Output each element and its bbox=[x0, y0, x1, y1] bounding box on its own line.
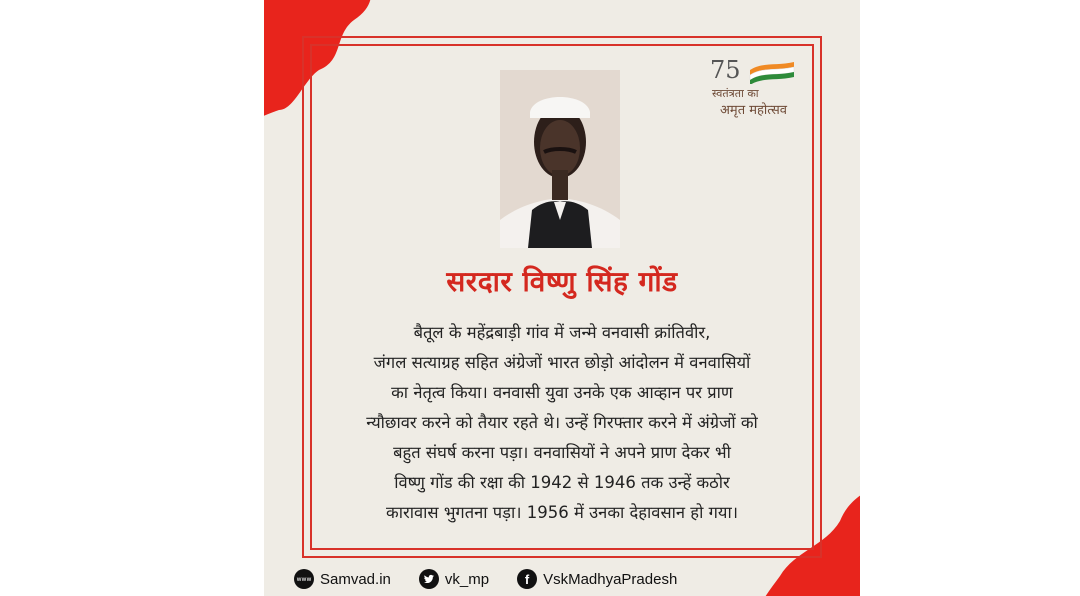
amrit-mahotsav-logo bbox=[706, 56, 806, 124]
bio-line: विष्णु गोंड की रक्षा की 1942 से 1946 तक उन्हें कठोर bbox=[394, 473, 730, 492]
www-icon: www bbox=[294, 569, 314, 589]
person-name-title: सरदार विष्णु सिंह गोंड bbox=[446, 265, 678, 298]
bio-line: का नेतृत्व किया। वनवासी युवा उनके एक आव्हान पर प्राण bbox=[391, 383, 733, 402]
bio-line: बहुत संघर्ष करना पड़ा। वनवासियों ने अपने प्राण देकर भी bbox=[393, 443, 731, 462]
biography-text bbox=[324, 318, 800, 528]
website-link[interactable] bbox=[294, 569, 391, 589]
website-label: Samvad.in bbox=[320, 570, 391, 588]
twitter-link[interactable] bbox=[419, 569, 489, 589]
bio-line: न्यौछावर करने को तैयार रहते थे। उन्हें गिरफ्तार करने में अंग्रेजों को bbox=[366, 413, 758, 432]
logo-number: 75 bbox=[710, 56, 741, 84]
bio-line: कारावास भुगतना पड़ा। 1956 में उनका देहावसान हो गया। bbox=[386, 503, 738, 522]
facebook-icon: f bbox=[517, 569, 537, 589]
social-footer bbox=[294, 568, 814, 590]
azadi-75-emblem bbox=[710, 56, 800, 84]
poster-card bbox=[264, 0, 860, 596]
twitter-handle: vk_mp bbox=[444, 570, 490, 588]
logo-line2: अमृत महोत्सव bbox=[720, 103, 788, 118]
portrait-photo bbox=[500, 70, 620, 248]
twitter-icon bbox=[419, 569, 439, 589]
bio-line: बैतूल के महेंद्रबाड़ी गांव में जन्मे वनवासी क्रांतिवीर, bbox=[413, 323, 711, 342]
logo-line1: स्वतंत्रता का bbox=[712, 87, 759, 100]
bio-line: जंगल सत्याग्रह सहित अंग्रेजों भारत छोड़ो आंदोलन में वनवासियों bbox=[373, 353, 751, 372]
facebook-handle: VskMadhyaPradesh bbox=[543, 570, 678, 588]
facebook-link[interactable] bbox=[517, 569, 677, 589]
